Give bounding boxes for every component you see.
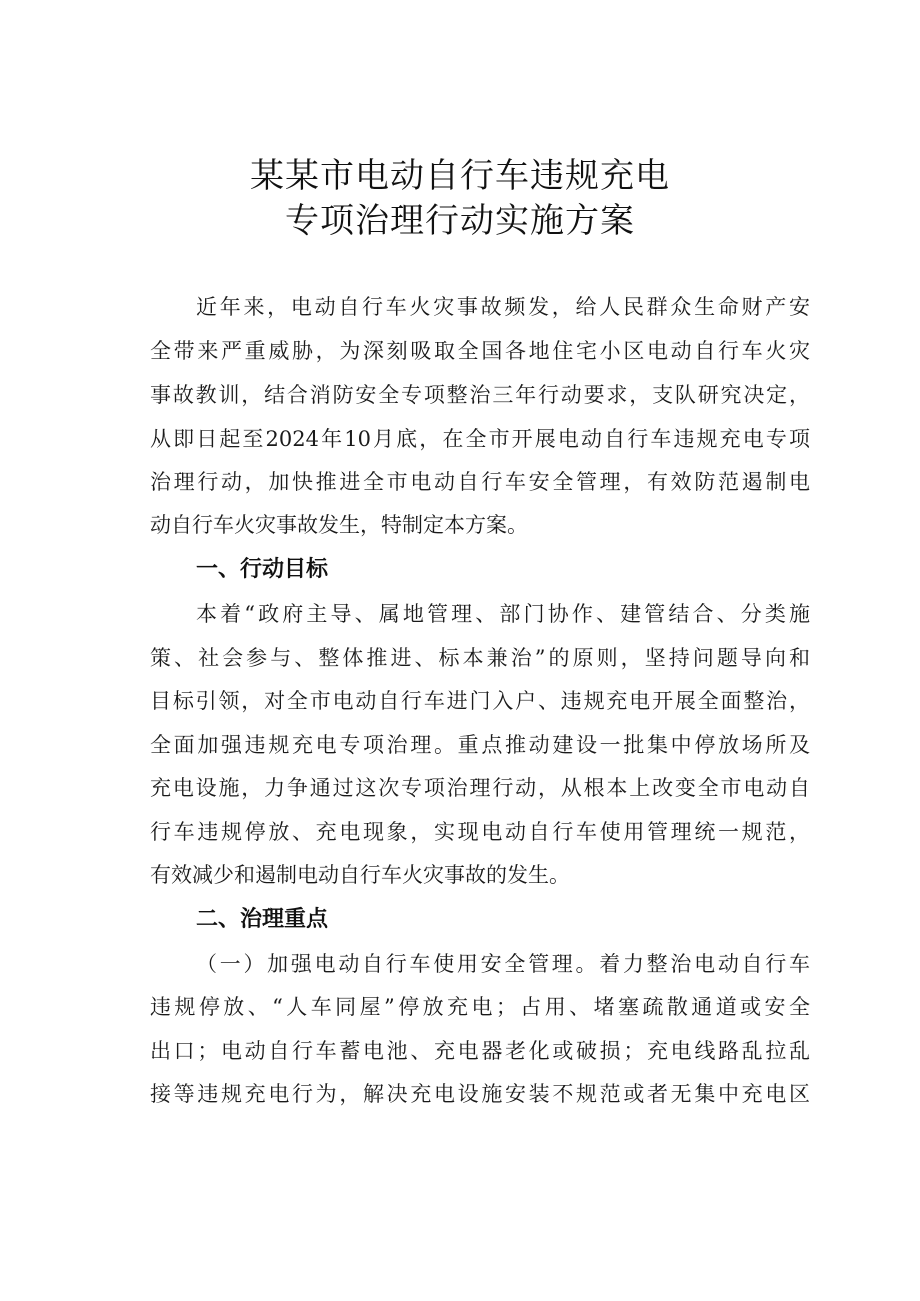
section1-line: 有效减少和遏制电动自行车火灾事故的发生。 (150, 863, 570, 887)
intro-line: 全带来严重威胁，为深刻吸取全国各地住宅小区电动自行车火灾 (150, 339, 810, 363)
section-heading-goals: 一、行动目标 (196, 557, 329, 582)
intro-line: 从即日起至2024年10月底，在全市开展电动自行车违规充电专项 (150, 427, 810, 451)
section1-line: 充电设施，力争通过这次专项治理行动，从根本上改变全市电动自 (150, 776, 810, 800)
section2-line: 违规停放、“人车同屋”停放充电；占用、堵塞疏散通道或安全 (150, 995, 810, 1019)
section1-line: 全面加强违规充电专项治理。重点推动建设一批集中停放场所及 (150, 733, 810, 757)
section1-line: 本着“政府主导、属地管理、部门协作、建管结合、分类施 (196, 602, 810, 626)
section1-line: 目标引领，对全市电动自行车进门入户、违规充电开展全面整治， (150, 689, 810, 713)
document-title-line-2: 专项治理行动实施方案 (285, 201, 635, 241)
intro-line: 动自行车火灾事故发生，特制定本方案。 (150, 513, 528, 537)
section1-line: 策、社会参与、整体推进、标本兼治”的原则，坚持问题导向和 (150, 646, 810, 670)
intro-line: 治理行动，加快推进全市电动自行车安全管理，有效防范遏制电 (150, 470, 810, 494)
section2-line: （一）加强电动自行车使用安全管理。着力整治电动自行车 (196, 952, 810, 976)
section2-line: 接等违规充电行为，解决充电设施安装不规范或者无集中充电区 (150, 1082, 810, 1106)
section-heading-focus: 二、治理重点 (196, 907, 329, 932)
intro-line: 事故教训，结合消防安全专项整治三年行动要求，支队研究决定， (150, 383, 810, 407)
section1-line: 行车违规停放、充电现象，实现电动自行车使用管理统一规范， (150, 820, 810, 844)
document-title-line-1: 某某市电动自行车违规充电 (250, 156, 670, 196)
intro-line: 近年来，电动自行车火灾事故频发，给人民群众生命财产安 (196, 295, 810, 319)
section2-line: 出口；电动自行车蓄电池、充电器老化或破损；充电线路乱拉乱 (150, 1039, 810, 1063)
